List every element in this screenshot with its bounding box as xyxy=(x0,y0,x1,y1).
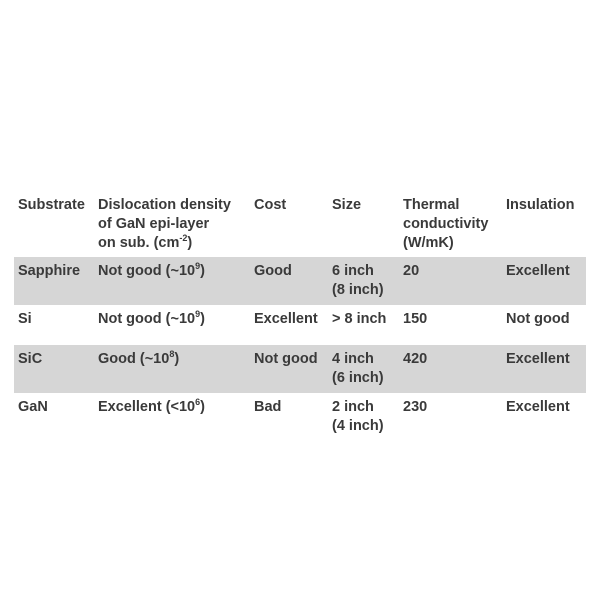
cell-insulation: Not good xyxy=(506,311,570,327)
cell-thermal-conductivity: 20 xyxy=(399,257,502,305)
cell-cost: Good xyxy=(250,257,328,305)
table-header xyxy=(14,194,586,257)
table-body xyxy=(14,257,586,441)
header-cost: Cost xyxy=(254,197,287,213)
cell-cost: Bad xyxy=(254,399,282,415)
cell-cost: Not good xyxy=(250,345,328,393)
header-row xyxy=(14,194,586,257)
header-substrate: Substrate xyxy=(18,197,85,213)
cell-thermal-conductivity: 150 xyxy=(403,311,428,327)
cell-dislocation-density: Not good $(\sim 10^9)$ xyxy=(98,309,205,327)
substrate-comparison-table xyxy=(14,194,586,441)
cell-thermal-conductivity: 420 xyxy=(399,345,502,393)
cell-substrate: GaN xyxy=(18,399,48,415)
header-size: Size xyxy=(332,197,362,213)
table-row xyxy=(14,257,586,305)
cell-size: 2 inch (4 inch) xyxy=(332,399,384,434)
cell-substrate: Sapphire xyxy=(14,257,94,305)
cell-substrate: SiC xyxy=(14,345,94,393)
cell-insulation: Excellent xyxy=(502,345,586,393)
table-row xyxy=(14,393,586,441)
cell-size: > 8 inch xyxy=(332,311,387,327)
table-row xyxy=(14,345,586,393)
cell-dislocation-density: Good $(\sim 10^8)$ xyxy=(94,345,250,393)
cell-insulation: Excellent xyxy=(506,399,570,415)
header-dislocation-density: Dislocation density of GaN epi-layer on sub. $(cm^{-2})$ xyxy=(98,197,231,251)
header-thermal-conductivity: Thermal conductivity (W/mK) xyxy=(403,197,489,251)
header-insulation: Insulation xyxy=(506,197,575,213)
table-row xyxy=(14,305,586,345)
cell-size: 6 inch (8 inch) xyxy=(328,257,399,305)
cell-substrate: Si xyxy=(18,311,32,327)
cell-cost: Excellent xyxy=(254,311,318,327)
cell-size: 4 inch (6 inch) xyxy=(328,345,399,393)
cell-dislocation-density: Not good $(\sim 10^9)$ xyxy=(94,257,250,305)
cell-dislocation-density: Excellent $(<10^6)$ xyxy=(98,397,205,415)
cell-insulation: Excellent xyxy=(502,257,586,305)
cell-thermal-conductivity: 230 xyxy=(403,399,428,415)
